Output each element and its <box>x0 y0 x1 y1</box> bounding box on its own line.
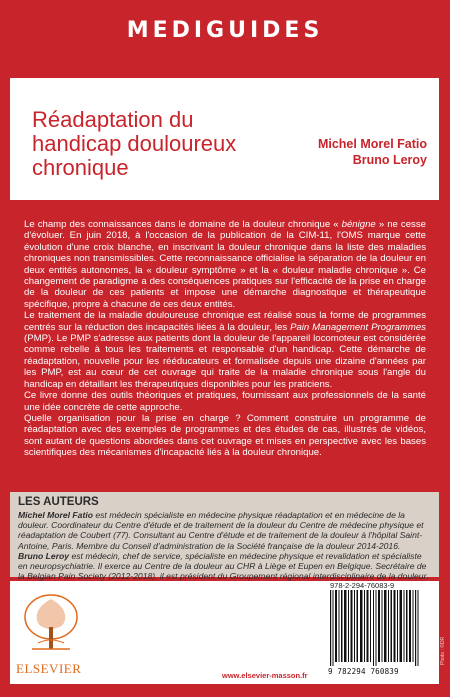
author-1: Michel Morel Fatio <box>317 137 427 151</box>
title-line-3: chronique <box>32 155 129 180</box>
author-1-bio-name: Michel Morel Fatio <box>18 510 93 520</box>
synopsis-p1-start: Le champ des connaissances dans le domaine de la douleur chronique « <box>24 219 342 230</box>
publisher-name: ELSEVIER <box>16 661 82 676</box>
title-line-2: handicap douloureux <box>32 131 237 156</box>
synopsis-text <box>24 219 426 459</box>
barcode <box>328 590 424 666</box>
footer-panel <box>10 581 439 684</box>
elsevier-tree-logo <box>20 591 82 661</box>
photo-credit: Photo : ©DR <box>440 636 446 665</box>
series-title: MEDIGUIDES <box>126 18 324 43</box>
synopsis-p1-emphasis: bénigne <box>341 219 376 230</box>
synopsis-paragraph-1 <box>24 219 426 310</box>
author-2: Bruno Leroy <box>352 153 427 167</box>
synopsis-paragraph-3: Ce livre donne des outils théoriques et pratiques, fournissant aux professionnels de la santé une idée concrète de cette approche. <box>24 390 426 413</box>
author-2-bio-name: Bruno Leroy <box>18 550 70 561</box>
author-1-bio <box>18 510 430 551</box>
isbn-number: 978-2-294-76083-9 <box>330 581 395 590</box>
synopsis-p2-emphasis: Pain Management Programmes <box>290 321 426 333</box>
barcode-digits: 9 782294 760839 <box>328 667 399 676</box>
author-1-bio-text: est médecin spécialiste en médecine physique réadaptation et en médecine de la douleur. Coordinateur du Centre d'étude et de traitement de la douleur du Centre de médecine physique et réadaptation de Coubert (77). Consultant au Centre d'étude et de traitement de la douleur à l'hôpital Saint-Antoine, Paris. Membre du Conseil d'administration de la Société française de la douleur 2014-2016. <box>18 510 424 551</box>
authors-heading: LES AUTEURS <box>18 496 99 508</box>
synopsis-paragraph-2 <box>24 310 426 390</box>
author-2-bio-text: est médecin, chef de service, spécialiste en médecine physique et revalidation et spécialiste en neuropsychiatrie. Il exerce au Centre de la douleur au CHR à Liège et Eupen en Belgique. Secrétaire de la Belgian Pain Society (2012-2018), il est président du Groupement régional interdisciplinaire de la douleur. <box>18 550 429 582</box>
series-header <box>0 0 450 80</box>
authors-box <box>10 492 439 582</box>
cover-authors <box>318 136 427 168</box>
author-2-bio <box>18 551 430 582</box>
synopsis-p1-end: » ne cesse d'évoluer. En juin 2018, à l'occasion de la publication de la CIM-11, l'OMS marque cette évolution d'une croix blanche, en inscrivant la douleur chronique dans la liste des maladies chroniques non transmissibles. Cette reconnaissance officialise la séparation de la douleur en deux entités autonomes, la « douleur symptôme » et la « douleur maladie chronique ». Ce changement de paradigme a des conséquences pratiques sur l'efficacité de la prise en charge de la douleur de ces patients et impose une démarche diagnostique et thérapeutique spécifique, propre à chacune de ces deux entités. <box>24 219 426 310</box>
title-panel <box>10 78 439 200</box>
book-title <box>32 108 292 180</box>
title-line-1: Réadaptation du <box>32 107 194 132</box>
synopsis-paragraph-4: Quelle organisation pour la prise en charge ? Comment construire un programme de réadaptation avec des exemples de programmes et des études de cas, illustrés de vidéos, sont autant de questions abordées dans cet ouvrage et mises en perspective avec les bases scientifiques des mécanismes d'incapacité liés à la douleur chronique. <box>24 412 426 459</box>
authors-bios <box>18 510 430 581</box>
synopsis-p2-end: (PMP). Le PMP s'adresse aux patients dont la douleur de l'appareil locomoteur est considérée comme rebelle à tous les traitements et responsable d'un handicap. Cette démarche de réadaptation, nouvelle pour les rééducateurs et formalisée depuis une dizaine d'années par les PMP, est au cœur de cet ouvrage qui traite de la maladie chronique sous l'angle du handicap en détaillant les thérapeutiques disponibles pour les praticiens. <box>24 333 426 390</box>
synopsis-p2-start: Le traitement de la maladie douloureuse chronique est réalisé sous la forme de programmes centrés sur la réduction des incapacités liées à la douleur, les <box>24 310 426 333</box>
publisher-website[interactable]: www.elsevier-masson.fr <box>222 671 308 680</box>
